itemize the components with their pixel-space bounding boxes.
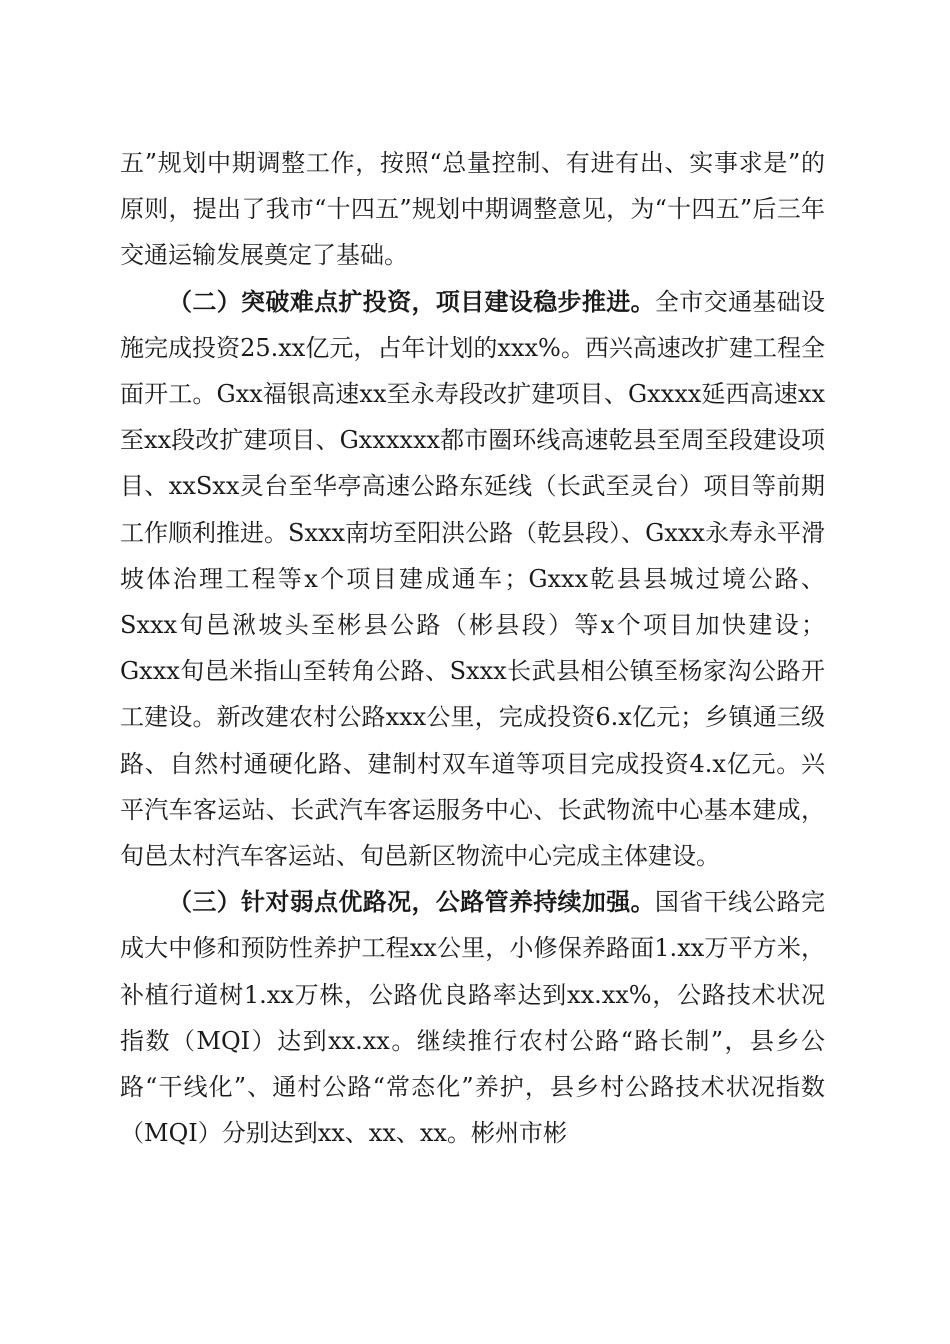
- paragraph-road-maintenance: [120, 879, 825, 1156]
- paragraph-continuation: [120, 140, 825, 279]
- paragraph-investment: [120, 279, 825, 880]
- paragraph-text: 国省干线公路完成大中修和预防性养护工程xx公里，小修保养路面1.xx万平方米，补植行道树1.xx万株，公路优良路率达到xx.xx%，公路技术状况指数（MQI）达到xx.xx。继续推行农村公路“路长制”，县乡公路“干线化”、通村公路“常态化”养护，县乡村公路技术状况指数（MQI）分别达到xx、xx、xx。彬州市彬: [120, 888, 825, 1148]
- paragraph-text: 五”规划中期调整工作，按照“总量控制、有进有出、实事求是”的原则，提出了我市“十四五”规划中期调整意见，为“十四五”后三年交通运输发展奠定了基础。: [120, 149, 825, 270]
- paragraph-heading: （三）针对弱点优路况，公路管养持续加强。: [168, 887, 655, 917]
- document-body: [120, 140, 825, 1156]
- paragraph-heading: （二）突破难点扩投资，项目建设稳步推进。: [168, 286, 655, 316]
- paragraph-text: 全市交通基础设施完成投资25.xx亿元，占年计划的xxx%。西兴高速改扩建工程全面开工。Gxx福银高速xx至永寿段改扩建项目、Gxxxx延西高速xx至xx段改扩建项目、Gxxxxxx都市圈环线高速乾县至周至段建设项目、xxSxx灵台至华亭高速公路东延线（长武至灵台）项目等前期工作顺利推进。Sxxx南坊至阳洪公路（乾县段）、Gxxx永寿永平滑坡体治理工程等x个项目建成通车；Gxxx乾县县城过境公路、Sxxx旬邑湫坡头至彬县公路（彬县段）等x个项目加快建设；Gxxx旬邑米指山至转角公路、Sxxx长武县相公镇至杨家沟公路开工建设。新改建农村公路xxx公里，完成投资6.x亿元；乡镇通三级路、自然村通硬化路、建制村双车道等项目完成投资4.x亿元。兴平汽车客运站、长武汽车客运服务中心、长武物流中心基本建成，旬邑太村汽车客运站、旬邑新区物流中心完成主体建设。: [120, 287, 825, 871]
